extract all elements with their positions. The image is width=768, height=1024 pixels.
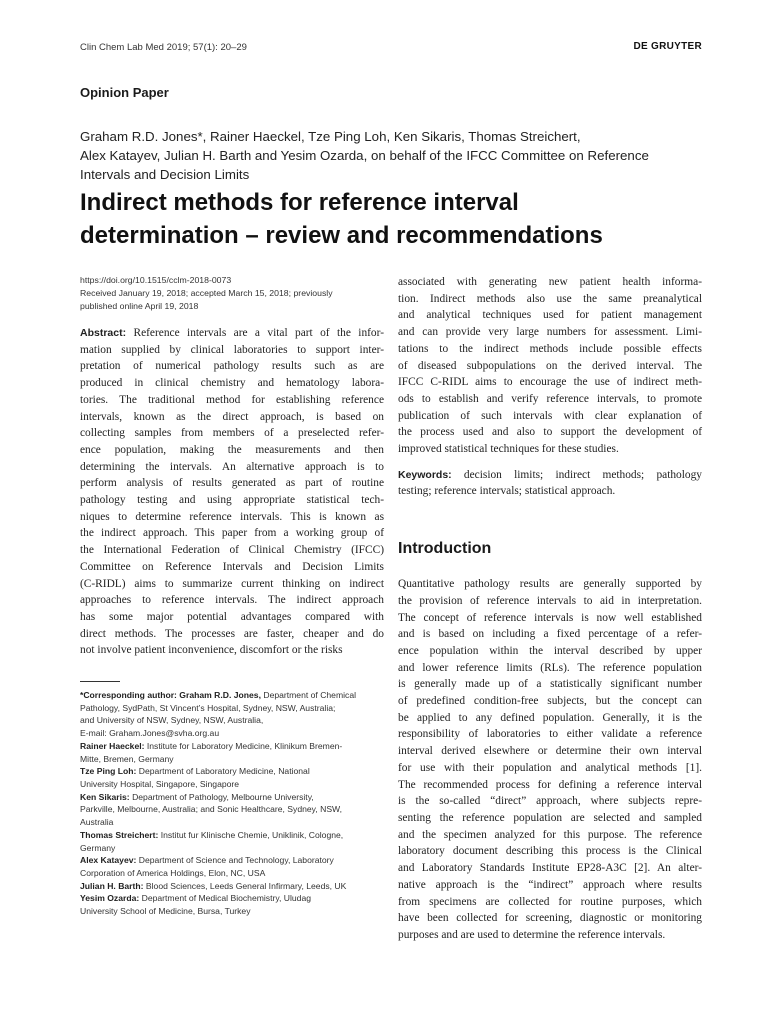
footnote-text: University School of Medicine, Bursa, Turkey [80,906,251,917]
text-line [80,525,384,542]
text-line [80,459,384,476]
text-line [80,626,384,643]
paper-title [80,186,720,252]
footnote-name: Yesim Ozarda: [80,893,140,904]
author-line: Graham R.D. Jones*, Rainer Haeckel, Tze Ping Loh, Ken Sikaris, Thomas Streichert, [80,129,581,144]
text-line-content: decision limits; indirect methods; pathology [463,468,702,481]
text-line-content: ence population, making the measurements and then [80,443,384,456]
text-line [80,425,384,442]
footnote-line [80,753,384,766]
footnote-name: Ken Sikaris: [80,791,130,802]
footnote-line [80,803,384,816]
footnote-line [80,905,384,918]
footnote-text: Germany [80,842,116,853]
footnote-line [80,778,384,791]
footnote-name: *Corresponding author: Graham R.D. Jones, [80,690,261,701]
footnote-text: Corporation of America Holdings, Elon, NC, USA [80,867,266,878]
text-line-content: produced in clinical chemistry and hematology labora- [80,377,384,390]
text-line: from specimens are collected for routine purposes, which [398,895,702,908]
author-line: Intervals and Decision Limits [80,167,250,182]
text-line: and can provide very large numbers for assessment. Limi- [398,326,702,339]
text-line: and lower reference limits (RLs). The reference population [398,661,702,674]
abstract-continued [398,274,702,458]
footnote-line [80,765,384,778]
inline-label: Abstract: [80,327,127,339]
footnote-text: Pathology, SydPath, St Vincent’s Hospital, Sydney, NSW, Australia; [80,702,336,713]
text-line: laboratory document describing this process is the Clinical [398,845,702,858]
footnote-name: Julian H. Barth: [80,880,144,891]
footnote-text: Department of Medical Biochemistry, Uludag [139,893,312,904]
text-line: have been collected for screening, diagnostic or monitoring [398,912,702,925]
text-line [80,576,384,593]
inline-label: Keywords: [398,468,452,481]
text-line [80,342,384,359]
text-line [80,592,384,609]
text-line-content: pathology testing and using appropriate statistical tech- [80,494,384,507]
author-affiliations [80,689,384,918]
footnote-line [80,816,384,829]
title-line: determination – review and recommendations [80,222,603,249]
footnote-text: University Hospital, Singapore, Singapore [80,778,240,789]
footnote-divider [80,681,120,682]
text-line-content: the indirect approach. This paper from a working group of [80,527,384,540]
text-line: is the so-called “direct” approach, where subjects repre- [398,795,702,808]
text-line-content: (C-RIDL) aims to summarize current thinking on indirect [80,577,384,590]
left-column [80,274,384,918]
footnote-name: Thomas Streichert: [80,829,159,840]
text-line: and Laboratory Standards Institute EP28-A3C [2]. An alter- [398,862,702,875]
footnote-line [80,842,384,855]
footnote-line [80,829,384,842]
text-line-content: tories. The traditional method for establishing reference [80,393,384,406]
abstract [80,325,384,659]
text-line: The recommended process for defining a reference interval [398,778,702,791]
footnote-text: Australia [80,817,114,828]
text-line-content: not involve patient inconvenience, discomfort or the risks [80,644,343,657]
footnote-text: Department of Pathology, Melbourne University, [129,791,314,802]
text-line: native approach is the “indirect” approach where results [398,878,702,891]
text-line-content: the International Federation of Clinical Chemistry (IFCC) [80,544,384,557]
footnote-text: Department of Laboratory Medicine, National [136,766,310,777]
right-column [398,274,702,944]
text-line: and is based on including a fixed percentage of a refer- [398,628,702,641]
text-line [80,559,384,576]
footnote-text: Institut fur Klinische Chemie, Uniklinik, Cologne, [158,829,344,840]
publisher-logo: DE GRUYTER [633,41,702,52]
footnote-text: Department of Science and Technology, Laboratory [136,855,334,866]
text-line: of diseased subpopulations on the derived interval. The [398,359,702,372]
text-line: publication of such intervals with clear explanation of [398,409,702,422]
running-header [80,40,702,56]
text-line: interval derived elsewhere or determine their own interval [398,745,702,758]
footnote-line [80,880,384,893]
section-heading-introduction: Introduction [398,540,492,558]
footnote-line [80,727,384,740]
article-metadata [80,274,384,313]
text-line: of predefined condition-free subjects, but the concept can [398,695,702,708]
text-line: The concept of reference intervals is now well established [398,611,702,624]
text-line [398,467,702,484]
text-line-content: approaches to reference intervals. The indirect approach [80,594,384,607]
text-line: be applied to any defined population. Generally, it is the [398,711,702,724]
footnote-line [80,689,384,702]
text-line [80,609,384,626]
text-line: IFCC C-RIDL aims to encourage the use of indirect meth- [398,376,702,389]
text-line: the provision of reference intervals to aid in interpretation. [398,594,702,607]
text-line-content: collecting samples from members of a preselected refer- [80,427,384,440]
text-line-content: has some major potential advantages compared with [80,610,384,623]
paper-type-label: Opinion Paper [80,85,169,100]
footnote-name: Alex Katayev: [80,855,137,866]
text-line: Quantitative pathology results are generally supported by [398,578,702,591]
text-line: and analytical techniques used for patient management [398,309,702,322]
keywords [398,467,702,500]
author-list [80,127,710,184]
text-line-content: pretation of numerical pathology results such as are [80,360,384,373]
dates-line: Received January 19, 2018; accepted March 15, 2018; previously [80,288,333,298]
text-line [80,358,384,375]
text-line: the process used and also to support the development of [398,426,702,439]
footnote-text: E-mail: Graham.Jones@svha.org.au [80,728,220,739]
footnote-line [80,702,384,715]
text-line-content: Reference intervals are a vital part of the infor- [133,327,384,339]
text-line [398,483,702,500]
text-line-content: intervals, known as the direct approach, is based on [80,410,384,423]
journal-citation: Clin Chem Lab Med 2019; 57(1): 20–29 [80,42,247,53]
text-line [80,642,384,659]
text-line [80,442,384,459]
text-line-content: direct methods. The processes are faster, cheaper and do [80,627,384,640]
text-line: responsibility of laboratories to either validate a reference [398,728,702,741]
text-line [80,492,384,509]
text-line [80,475,384,492]
text-line-content: determining the intervals. An alternative approach is to [80,460,384,473]
footnote-text: Blood Sciences, Leeds General Infirmary, Leeds, UK [143,880,347,891]
text-line [80,325,384,342]
text-line: ence population within the interval described by upper [398,644,702,657]
footnote-line [80,867,384,880]
text-line: tations to the indirect methods include possible effects [398,342,702,355]
footnote-text: Mitte, Bremen, Germany [80,753,174,764]
text-line: improved statistical techniques for these studies. [398,443,619,456]
text-line [80,509,384,526]
title-line: Indirect methods for reference interval [80,189,519,216]
text-line [80,375,384,392]
author-line: Alex Katayev, Julian H. Barth and Yesim Ozarda, on behalf of the IFCC Committee on Reference [80,148,649,163]
text-line [80,409,384,426]
text-line: is generally made up of a statistically significant number [398,678,702,691]
footnote-text: and University of NSW, Sydney, NSW, Australia, [80,715,264,726]
text-line: tion. Indirect methods also use the same preanalytical [398,292,702,305]
footnote-line [80,740,384,753]
text-line-content: perform analysis of results generated as part of routine [80,477,384,490]
text-line-content: Committee on Reference Intervals and Decision Limits [80,560,384,573]
footnote-text: Department of Chemical [260,690,357,701]
footnote-text: Parkville, Melbourne, Australia; and Sonic Healthcare, Sydney, NSW, [80,804,343,815]
footnote-name: Tze Ping Loh: [80,766,137,777]
text-line [80,392,384,409]
text-line: senting the reference population are selected and sampled [398,811,702,824]
footnote-line [80,714,384,727]
text-line [80,542,384,559]
doi-link[interactable]: https://doi.org/10.1515/cclm-2018-0073 [80,275,232,285]
text-line: associated with generating new patient health informa- [398,276,702,288]
footnote-text: Institute for Laboratory Medicine, Klinikum Bremen- [144,740,343,751]
text-line: for use with their population and analytical methods [1]. [398,761,702,774]
footnote-line [80,854,384,867]
footnote-name: Rainer Haeckel: [80,740,145,751]
dates-line: published online April 19, 2018 [80,301,199,311]
text-line-content: mation supplied by clinical laboratories to support inter- [80,343,384,356]
footnote-line [80,892,384,905]
footnote-line [80,791,384,804]
text-line: and the specimen analyzed for this purpose. The reference [398,828,702,841]
text-line-content: niques to determine reference intervals. This is known as [80,510,384,523]
text-line: purposes and are used to determine the reference intervals. [398,928,666,941]
text-line: ods to establish and verify reference intervals, to promote [398,392,702,405]
text-line-content: testing; reference intervals; statistical approach. [398,485,616,498]
introduction-text [398,576,702,943]
